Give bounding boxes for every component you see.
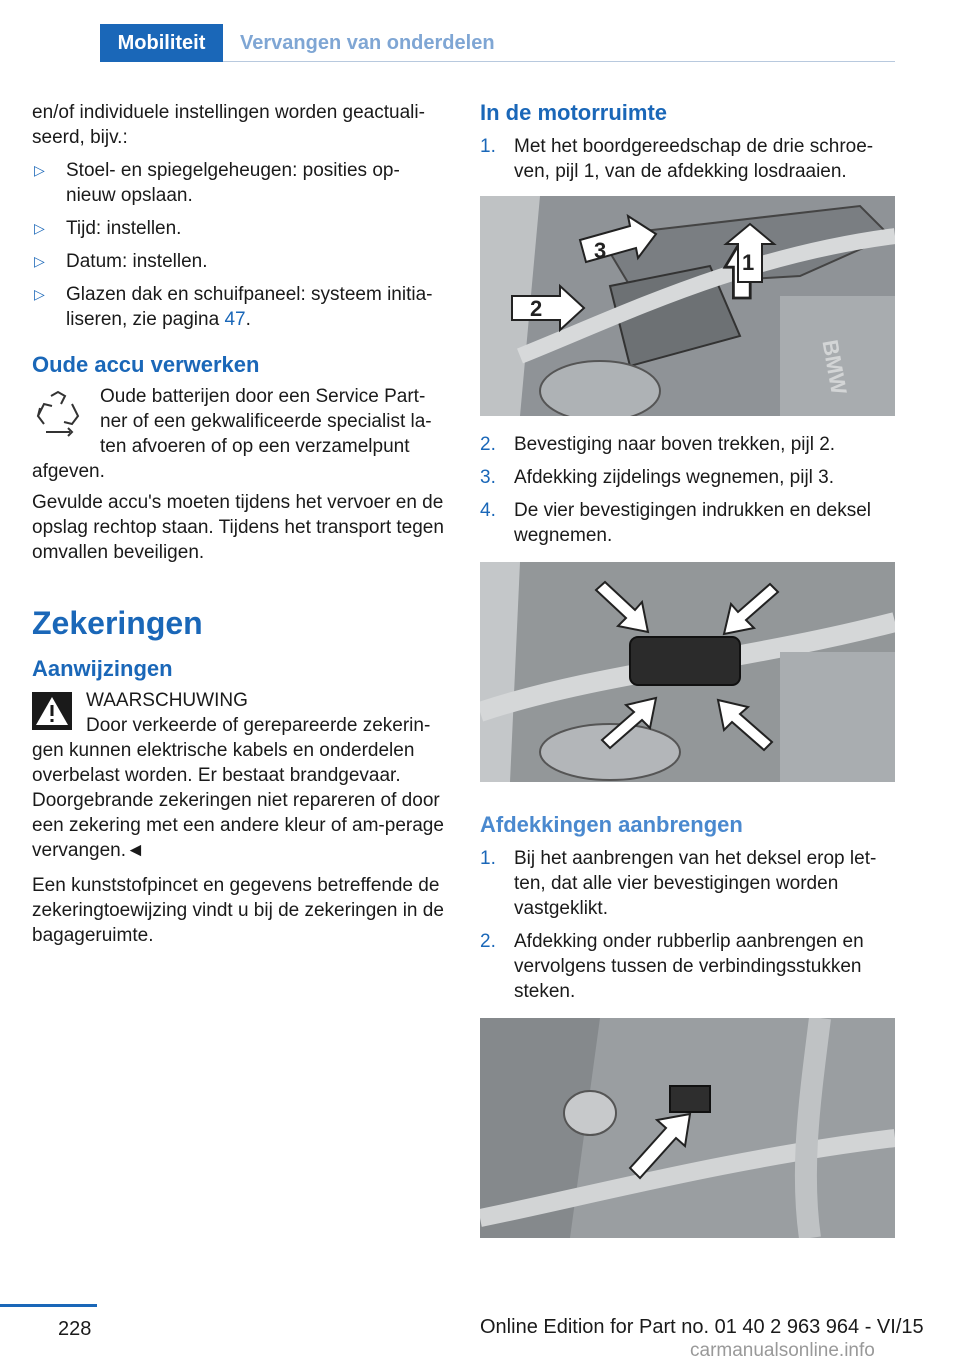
right-column xyxy=(480,100,895,1238)
arrow-label: 2 xyxy=(530,296,543,321)
recycling-icon xyxy=(32,388,84,440)
triangle-bullet-icon: ▷ xyxy=(34,162,45,178)
warning-icon xyxy=(32,692,72,730)
list-item: 3. Afdekking zijdelings wegnemen, pijl 3. xyxy=(480,467,835,488)
list-item: ▷ Glazen dak en schuifpaneel: systeem initia-liseren, zie pagina 47. xyxy=(34,284,433,330)
fuses-heading: Zekeringen xyxy=(32,605,203,641)
rubber-lip-image xyxy=(480,1018,895,1238)
engine-cover-screws-image xyxy=(480,196,895,416)
engine-bay-heading: In de motorruimte xyxy=(480,100,668,125)
hints-heading: Aanwijzingen xyxy=(32,656,173,681)
left-column xyxy=(32,100,447,948)
list-item: ▷ Stoel- en spiegelgeheugen: posities op-nieuw opslaan. xyxy=(34,160,400,206)
footer-rule xyxy=(0,1304,97,1307)
list-item: ▷ Datum: instellen. xyxy=(34,251,208,272)
old-battery-text: Oude batterijen door een Service Part-ner of een gekwalificeerde specialist la-ten afvoeren of op een verzamelpunt afgeven. xyxy=(32,386,432,482)
page-number: 228 xyxy=(58,1318,92,1340)
chapter-tab: Mobiliteit xyxy=(100,24,223,62)
section-title: Vervangen van onderdelen xyxy=(240,32,495,54)
arrow-label: 1 xyxy=(742,250,755,275)
list-item: ▷ Tijd: instellen. xyxy=(34,218,182,239)
list-item: 2. Bevestiging naar boven trekken, pijl 2. xyxy=(480,434,836,455)
page-link[interactable]: 47 xyxy=(224,309,246,330)
list-item: 1. Bij het aanbrengen van het deksel erop let-ten, dat alle vier bevestigingen worden vastgeklikt. xyxy=(480,848,877,919)
header-rule xyxy=(223,61,895,62)
old-battery-heading: Oude accu verwerken xyxy=(32,352,260,377)
fuse-box-cover-image xyxy=(480,562,895,782)
list-item: 1. Met het boordgereedschap de drie schroe-ven, pijl 1, van de afdekking losdraaien. xyxy=(480,136,874,182)
edition-text: Online Edition for Part no. 01 40 2 963 964 - VI/15 xyxy=(480,1316,924,1338)
page-header xyxy=(0,24,960,62)
triangle-bullet-icon: ▷ xyxy=(34,253,45,269)
bmw-emblem-text: BMW xyxy=(817,337,852,397)
covers-heading: Afdekkingen aanbrengen xyxy=(480,812,743,837)
triangle-bullet-icon: ▷ xyxy=(34,220,45,236)
list-item: 2. Afdekking onder rubberlip aanbrengen en vervolgens tussen de verbindingsstukken steken. xyxy=(480,931,864,1002)
warning-label: WAARSCHUWING xyxy=(86,690,248,711)
transport-text: Gevulde accu's moeten tijdens het vervoer en de opslag rechtop staan. Tijdens het transport tegen omvallen beveiligen. xyxy=(32,492,444,563)
triangle-bullet-icon: ▷ xyxy=(34,286,45,302)
list-item: 4. De vier bevestigingen indrukken en deksel wegnemen. xyxy=(480,500,871,546)
tweezers-text: Een kunststofpincet en gegevens betreffende de zekeringtoewijzing vindt u bij de zekeringen in de bagageruimte. xyxy=(32,875,444,946)
warning-text: Door verkeerde of gerepareerde zekerin-gen kunnen elektrische kabels en onderdelen overbelast worden. Er bestaat brandgevaar. Doorgebrande zekeringen niet repareren of door een zekering met een andere kleur of am-perage vervangen.◄ xyxy=(32,715,444,861)
watermark: carmanualsonline.info xyxy=(690,1340,875,1361)
intro-text: en/of individuele instellingen worden geactuali-seerd, bijv.: xyxy=(32,102,425,148)
arrow-label: 3 xyxy=(594,238,607,263)
